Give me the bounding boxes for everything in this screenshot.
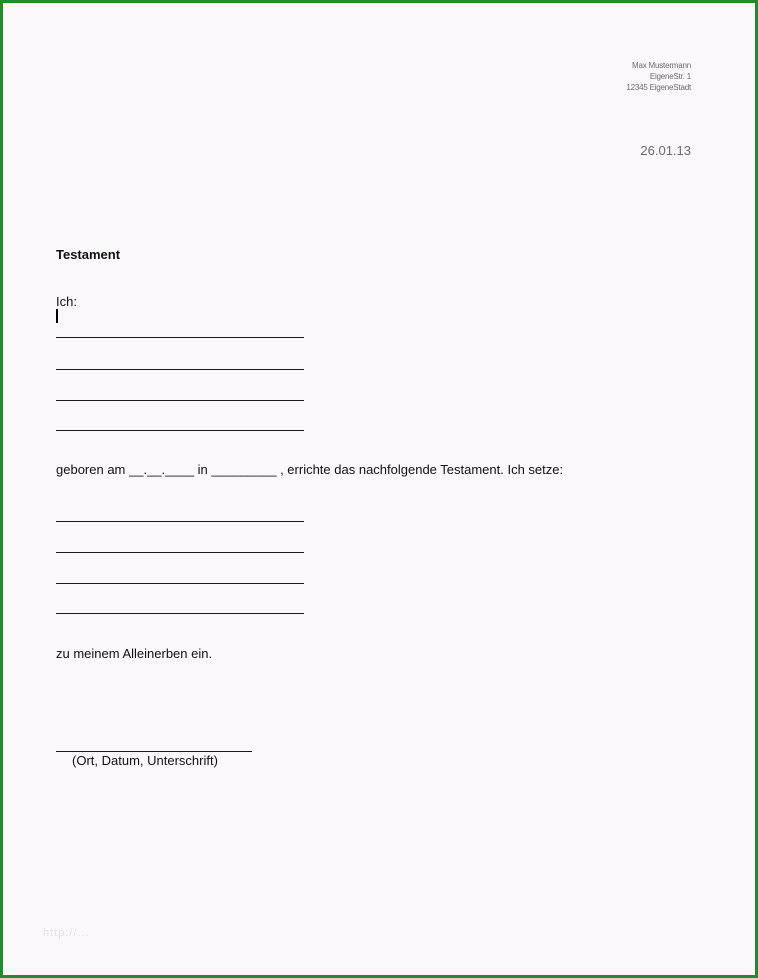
document-title: Testament: [56, 247, 121, 262]
signature-caption: (Ort, Datum, Unterschrift): [72, 753, 218, 768]
heir-blank-line-4[interactable]: [56, 613, 304, 614]
sender-name: Max Mustermann: [632, 61, 691, 70]
sender-address: [626, 60, 691, 93]
testator-blank-line-4[interactable]: [56, 430, 304, 431]
testator-blank-line-3[interactable]: [56, 400, 304, 401]
text-cursor: [56, 309, 58, 323]
signature-line[interactable]: [56, 751, 252, 752]
document-date: 26.01.13: [640, 143, 691, 158]
sender-street: EigeneStr. 1: [649, 72, 691, 81]
heir-blank-line-1[interactable]: [56, 521, 304, 522]
birth-sentence: geboren am __.__.____ in _________ , errichte das nachfolgende Testament. Ich setze:: [56, 462, 564, 477]
sender-city: 12345 EigeneStadt: [626, 83, 691, 92]
intro-text: Ich:: [56, 294, 77, 309]
testator-blank-line-2[interactable]: [56, 369, 304, 370]
watermark-text: http://...: [43, 927, 90, 939]
heir-blank-line-2[interactable]: [56, 552, 304, 553]
testator-blank-line-1[interactable]: [56, 337, 304, 338]
heir-blank-line-3[interactable]: [56, 583, 304, 584]
heir-sentence: zu meinem Alleinerben ein.: [56, 646, 213, 661]
